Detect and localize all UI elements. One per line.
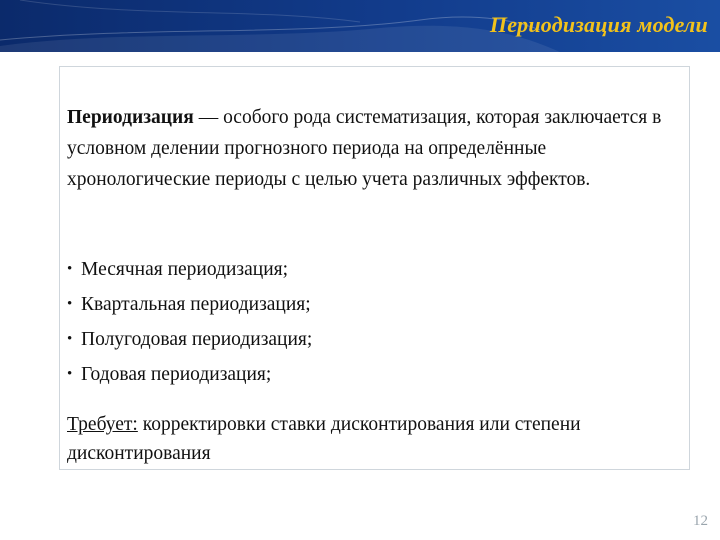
requires-text: корректировки ставки дисконтирования или степени дисконтирования [67, 414, 581, 464]
definition-text: — особого рода систематизация, которая заключается в условном делении прогнозного периода на определённые хронологические периоды с целью учета различных эффектов. [67, 107, 662, 190]
bullet-icon: • [67, 331, 73, 347]
list-item-label: Месячная периодизация; [81, 259, 289, 280]
page-number: 12 [693, 513, 708, 529]
bullet-icon: • [67, 261, 73, 277]
requires-label: Требует: [67, 414, 138, 435]
list-item-label: Квартальная периодизация; [81, 294, 311, 315]
definition-term: Периодизация [67, 107, 194, 128]
bullet-icon: • [67, 366, 73, 382]
bullet-icon: • [67, 296, 73, 312]
list-item [67, 322, 312, 357]
definition-paragraph [67, 102, 677, 195]
periodization-list [67, 252, 312, 392]
list-item-label: Полугодовая периодизация; [81, 329, 313, 350]
list-item [67, 357, 312, 392]
list-item [67, 287, 312, 322]
slide-title: Периодизация модели [489, 12, 708, 37]
list-item-label: Годовая периодизация; [81, 364, 272, 385]
header-banner [0, 0, 720, 52]
list-item [67, 252, 312, 287]
requires-paragraph [67, 410, 677, 468]
